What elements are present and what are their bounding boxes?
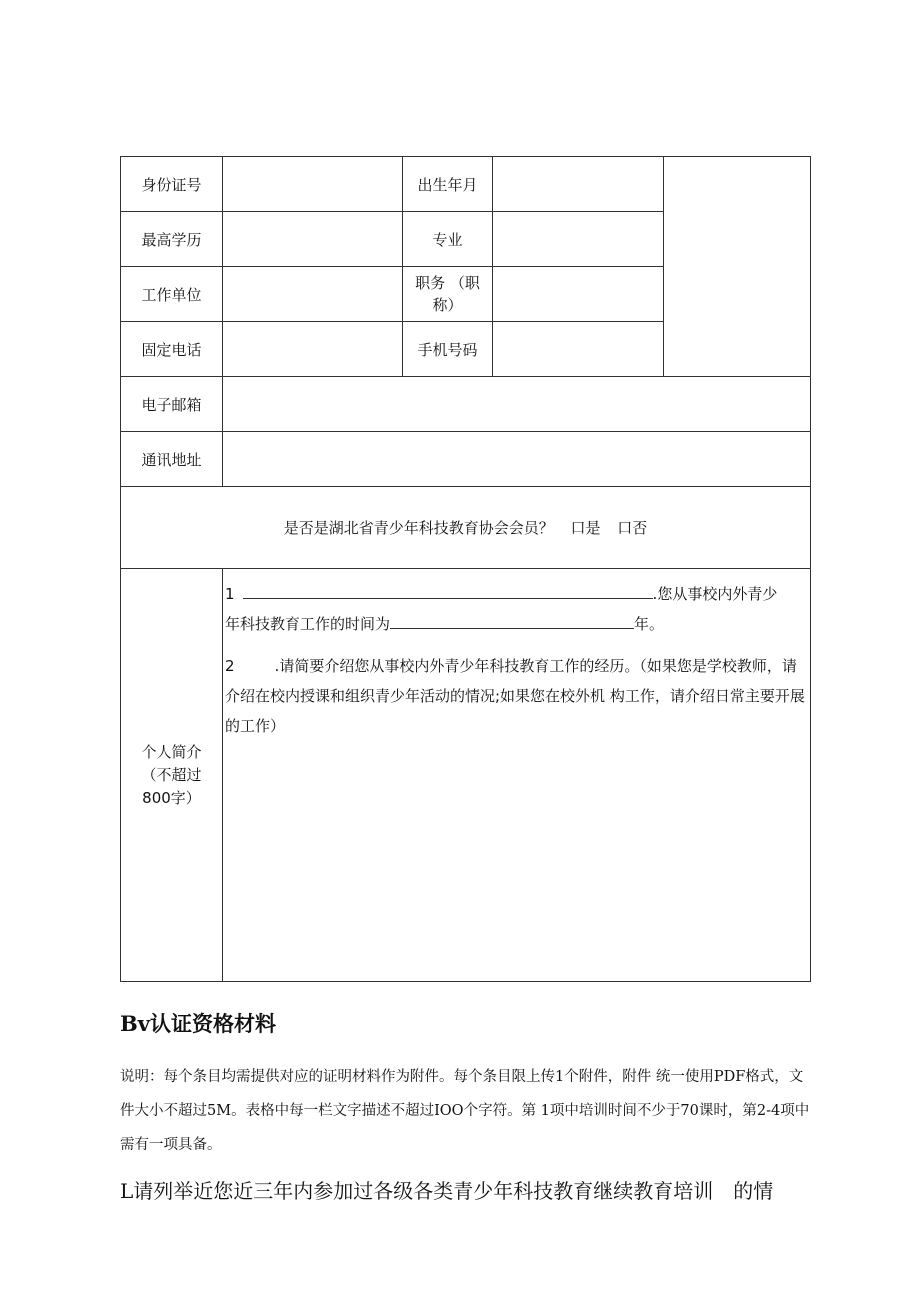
id-number-label: 身份证号 bbox=[121, 157, 223, 212]
address-label: 通讯地址 bbox=[121, 432, 223, 487]
member-no-checkbox[interactable]: 口否 bbox=[617, 519, 648, 537]
intro-label-cell bbox=[121, 569, 223, 982]
address-field[interactable] bbox=[223, 432, 811, 487]
intro-label: 个人简介 bbox=[141, 742, 202, 761]
description-text: 说明：每个条目均需提供对应的证明材料作为附件。每个条目限上传1个附件，附件 统一使用PDF格式，文件大小不超过5M。表格中每一栏文字描述不超过IOO个字符。第 1项中培训时间不少于70课时，第2-4项中需有一项具备。 bbox=[120, 1069, 810, 1153]
id-number-field[interactable] bbox=[223, 157, 403, 212]
intro-q1-unit: 年。 bbox=[634, 615, 665, 633]
landline-field[interactable] bbox=[223, 322, 403, 377]
membership-question-cell bbox=[121, 487, 811, 569]
intro-years-blank[interactable] bbox=[390, 612, 634, 629]
mobile-field[interactable] bbox=[493, 322, 664, 377]
position-field[interactable] bbox=[493, 267, 664, 322]
email-label: 电子邮箱 bbox=[121, 377, 223, 432]
member-yes-checkbox[interactable]: 口是 bbox=[570, 519, 601, 537]
landline-label: 固定电话 bbox=[121, 322, 223, 377]
intro-limit: （不超过800字） bbox=[141, 765, 202, 807]
major-label: 专业 bbox=[403, 212, 493, 267]
birth-label: 出生年月 bbox=[403, 157, 493, 212]
section-title: Bv认证资格材料 bbox=[120, 1011, 276, 1036]
applicant-info-table bbox=[120, 156, 811, 982]
section-description bbox=[120, 1060, 810, 1162]
major-field[interactable] bbox=[493, 212, 664, 267]
intro-q1-number: 1 bbox=[225, 585, 235, 603]
position-label: 职务 （职称） bbox=[403, 267, 493, 322]
employer-field[interactable] bbox=[223, 267, 403, 322]
intro-q1-text-b: 年科技教育工作的时间为 bbox=[225, 615, 391, 633]
photo-cell[interactable] bbox=[664, 157, 811, 377]
education-label: 最高学历 bbox=[121, 212, 223, 267]
intro-q1-text-a: .您从事校内外青少 bbox=[652, 585, 778, 603]
intro-q2 bbox=[225, 651, 810, 741]
employer-label: 工作单位 bbox=[121, 267, 223, 322]
birth-field[interactable] bbox=[493, 157, 664, 212]
intro-q2-number: 2 bbox=[225, 657, 235, 675]
mobile-label: 手机号码 bbox=[403, 322, 493, 377]
intro-q1-blank[interactable] bbox=[243, 582, 653, 599]
membership-question: 是否是湖北省青少年科技教育协会会员？ bbox=[283, 519, 554, 537]
email-field[interactable] bbox=[223, 377, 811, 432]
intro-field[interactable] bbox=[223, 569, 811, 982]
intro-q1 bbox=[225, 579, 810, 639]
intro-q2-text: .请简要介绍您从事校内外青少年科技教育工作的经历。（如果您是学校教师，请介绍在校内授课和组织青少年活动的情况;如果您在校外机 构工作，请介绍日常主要开展的工作） bbox=[225, 657, 805, 735]
education-field[interactable] bbox=[223, 212, 403, 267]
item-1-heading: L请列举近您近三年内参加过各级各类青少年科技教育继续教育培训 的情 bbox=[120, 1179, 774, 1203]
